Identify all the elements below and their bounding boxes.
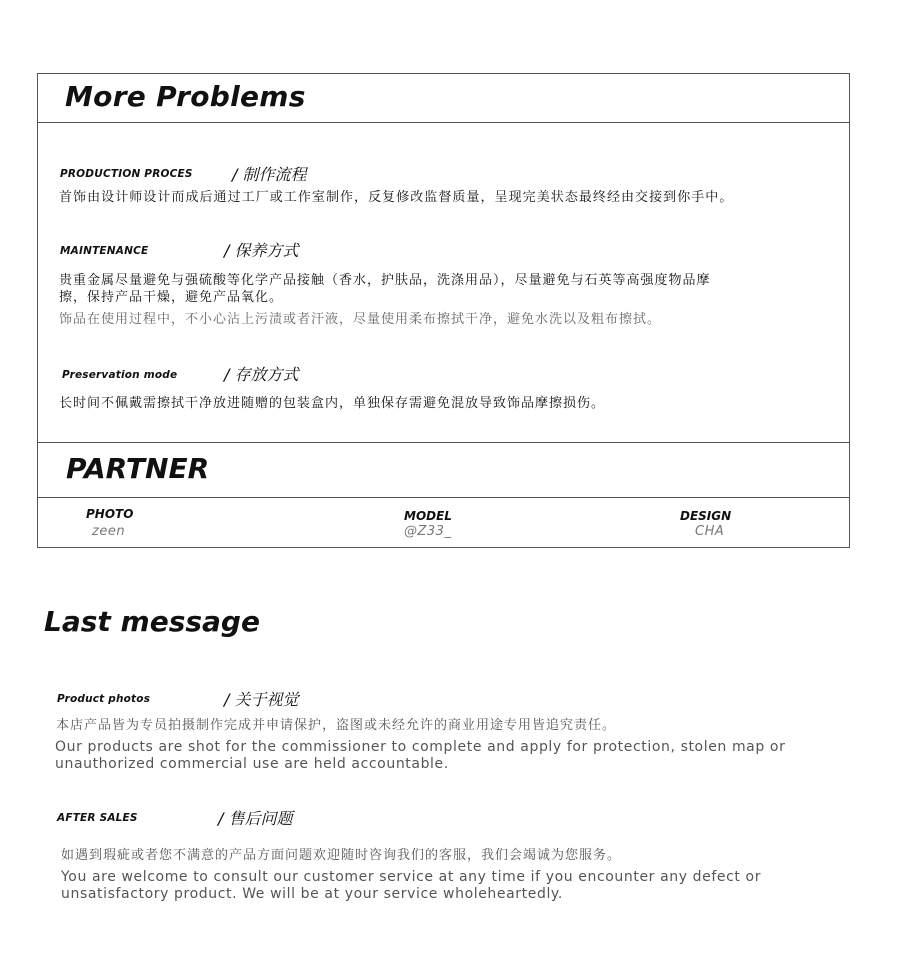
after-sales-body-en-line2: unsatisfactory product. We will be at your service wholeheartedly. — [61, 886, 563, 902]
partner-model-value: @Z33_ — [404, 524, 452, 539]
maintenance-label-cn: / 保养方式 — [224, 241, 299, 260]
after-sales-body-en-line1: You are welcome to consult our customer service at any time if you encounter any defect or — [61, 869, 762, 885]
production-label-en: PRODUCTION PROCES — [60, 168, 193, 180]
product-photos-label-en: Product photos — [57, 693, 151, 705]
more-problems-title: More Problems — [65, 80, 306, 113]
partner-model-label: MODEL — [404, 509, 452, 523]
more-problems-divider — [37, 122, 850, 123]
preservation-label-cn: / 存放方式 — [224, 365, 299, 384]
partner-title: PARTNER — [66, 452, 210, 485]
more-problems-box — [37, 73, 850, 443]
partner-photo-label: PHOTO — [86, 507, 134, 521]
partner-design-value: CHA — [695, 524, 725, 539]
partner-divider — [37, 497, 850, 498]
maintenance-body-line2: 擦，保持产品干燥，避免产品氧化。 — [59, 290, 284, 305]
maintenance-label-en: MAINTENANCE — [60, 245, 149, 257]
product-photos-label-cn: / 关于视觉 — [224, 690, 299, 709]
after-sales-body-cn: 如遇到瑕疵或者您不满意的产品方面问题欢迎随时咨询我们的客服，我们会竭诚为您服务。 — [61, 848, 622, 863]
production-label-cn: / 制作流程 — [232, 165, 307, 184]
product-photos-body-en-line1: Our products are shot for the commissioner to complete and apply for protection, stolen map or — [55, 739, 786, 755]
maintenance-body-grey: 饰品在使用过程中，不小心沾上污渍或者汗液，尽量使用柔布擦拭干净，避免水洗以及粗布擦拭。 — [59, 312, 662, 327]
after-sales-label-en: AFTER SALES — [57, 812, 138, 824]
product-photos-body-cn: 本店产品皆为专员拍摄制作完成并申请保护，盗图或未经允许的商业用途专用皆追究责任。 — [56, 718, 617, 733]
last-message-title: Last message — [44, 605, 260, 638]
preservation-label-en: Preservation mode — [62, 369, 178, 381]
production-body: 首饰由设计师设计而成后通过工厂或工作室制作，反复修改监督质量，呈现完美状态最终经由交接到你手中。 — [59, 190, 734, 205]
product-photos-body-en-line2: unauthorized commercial use are held accountable. — [55, 756, 449, 772]
preservation-body: 长时间不佩戴需擦拭干净放进随赠的包装盒内，单独保存需避免混放导致饰品摩擦损伤。 — [59, 396, 606, 411]
maintenance-body-line1: 贵重金属尽量避免与强硫酸等化学产品接触（香水，护肤品，洗涤用品），尽量避免与石英等高强度物品摩 — [59, 273, 711, 288]
after-sales-label-cn: / 售后问题 — [218, 809, 293, 828]
partner-design-label: DESIGN — [680, 509, 732, 523]
partner-photo-value: zeen — [92, 524, 126, 539]
